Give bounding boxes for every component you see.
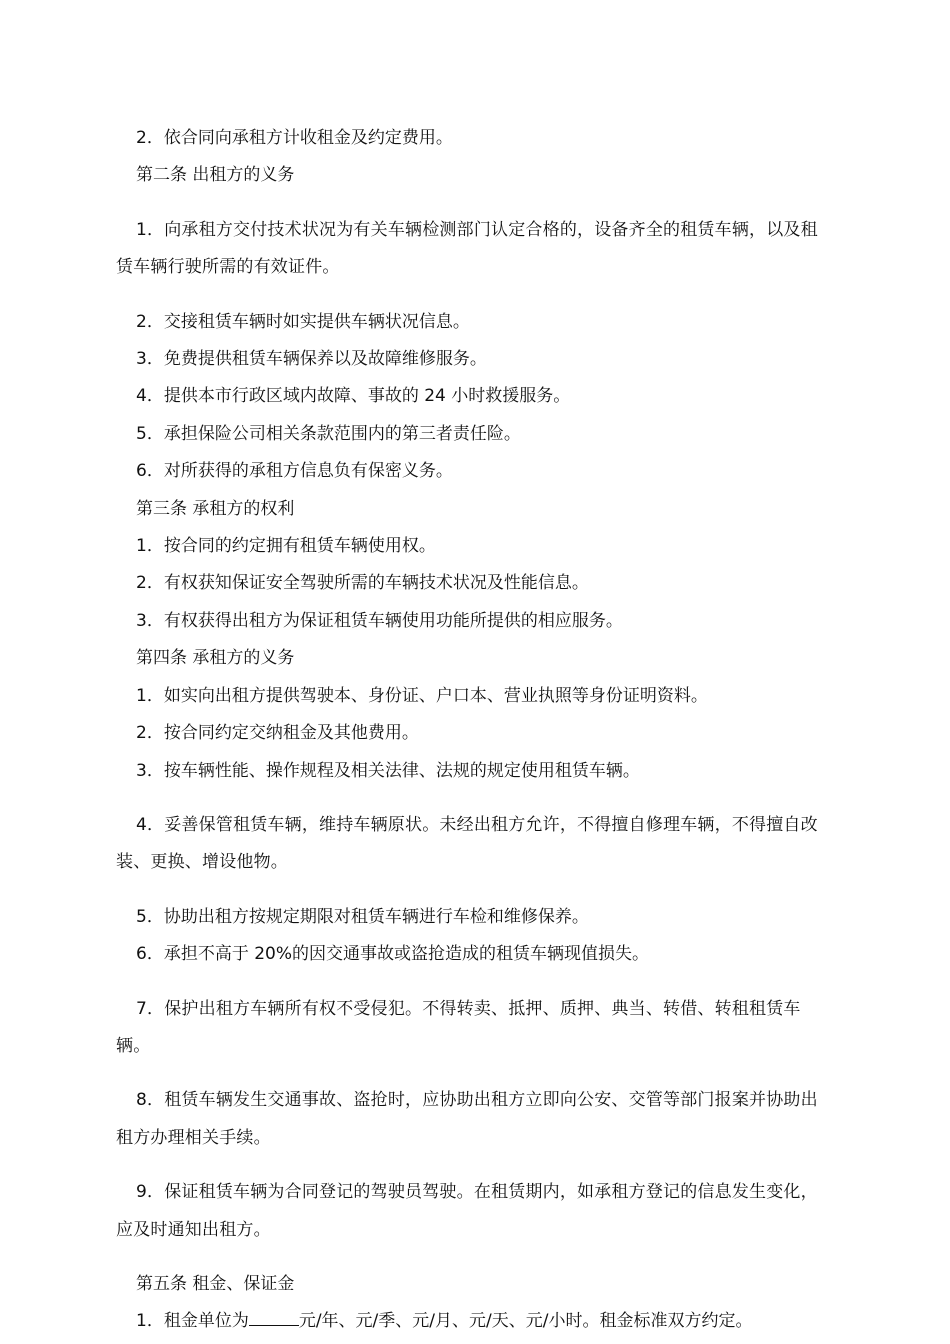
clause-paragraph: 9．保证租赁车辆为合同登记的驾驶员驾驶。在租赁期内，如承租方登记的信息发生变化，应及时通知出租方。	[116, 1182, 818, 1240]
clause-line: 2．交接租赁车辆时如实提供车辆状况信息。	[136, 311, 470, 332]
clause-line: 2．有权获知保证安全驾驶所需的车辆技术状况及性能信息。	[136, 573, 589, 594]
article-heading: 第五条 租金、保证金	[136, 1273, 295, 1294]
clause-line: 2．按合同约定交纳租金及其他费用。	[136, 723, 419, 744]
clause-line: 3．有权获得出租方为保证租赁车辆使用功能所提供的相应服务。	[136, 610, 623, 631]
clause-line: 1．按合同的约定拥有租赁车辆使用权。	[136, 536, 436, 557]
rent-unit-suffix: 元/年、元/季、元/月、元/天、元/小时。租金标准双方约定。	[298, 1311, 753, 1332]
clause-paragraph: 8．租赁车辆发生交通事故、盗抢时，应协助出租方立即向公安、交管等部门报案并协助出租方办理相关手续。	[116, 1090, 818, 1148]
clause-paragraph: 4．妥善保管租赁车辆，维持车辆原状。未经出租方允许，不得擅自修理车辆，不得擅自改装、更换、增设他物。	[116, 814, 818, 873]
article-heading: 第四条 承租方的义务	[136, 648, 295, 669]
rent-unit-prefix: 1．租金单位为	[136, 1311, 249, 1332]
clause-line: 6．承担不高于 20%的因交通事故或盗抢造成的租赁车辆现值损失。	[136, 944, 650, 965]
clause-line: 2．依合同向承租方计收租金及约定费用。	[136, 128, 453, 148]
clause-line: 6．对所获得的承租方信息负有保密义务。	[136, 461, 453, 482]
rent-unit-clause	[116, 1303, 834, 1340]
contract-body	[116, 120, 834, 1341]
clause-line: 1．如实向出租方提供驾驶本、身份证、户口本、营业执照等身份证明资料。	[136, 685, 708, 706]
article-heading: 第三条 承租方的权利	[136, 498, 295, 519]
clause-line: 4．提供本市行政区域内故障、事故的 24 小时救援服务。	[136, 386, 571, 407]
clause-line: 5．协助出租方按规定期限对租赁车辆进行车检和维修保养。	[136, 906, 589, 927]
clause-paragraph: 1．向承租方交付技术状况为有关车辆检测部门认定合格的，设备齐全的租赁车辆，以及租赁车辆行驶所需的有效证件。	[116, 219, 818, 278]
article-heading: 第二条 出租方的义务	[136, 165, 295, 186]
clause-paragraph: 7．保护出租方车辆所有权不受侵犯。不得转卖、抵押、质押、典当、转借、转租租赁车辆。	[116, 998, 801, 1056]
fill-in-blank	[249, 1309, 299, 1326]
clause-line: 3．按车辆性能、操作规程及相关法律、法规的规定使用租赁车辆。	[136, 760, 640, 781]
clause-line: 5．承担保险公司相关条款范围内的第三者责任险。	[136, 423, 521, 444]
clause-line: 3．免费提供租赁车辆保养以及故障维修服务。	[136, 349, 487, 370]
